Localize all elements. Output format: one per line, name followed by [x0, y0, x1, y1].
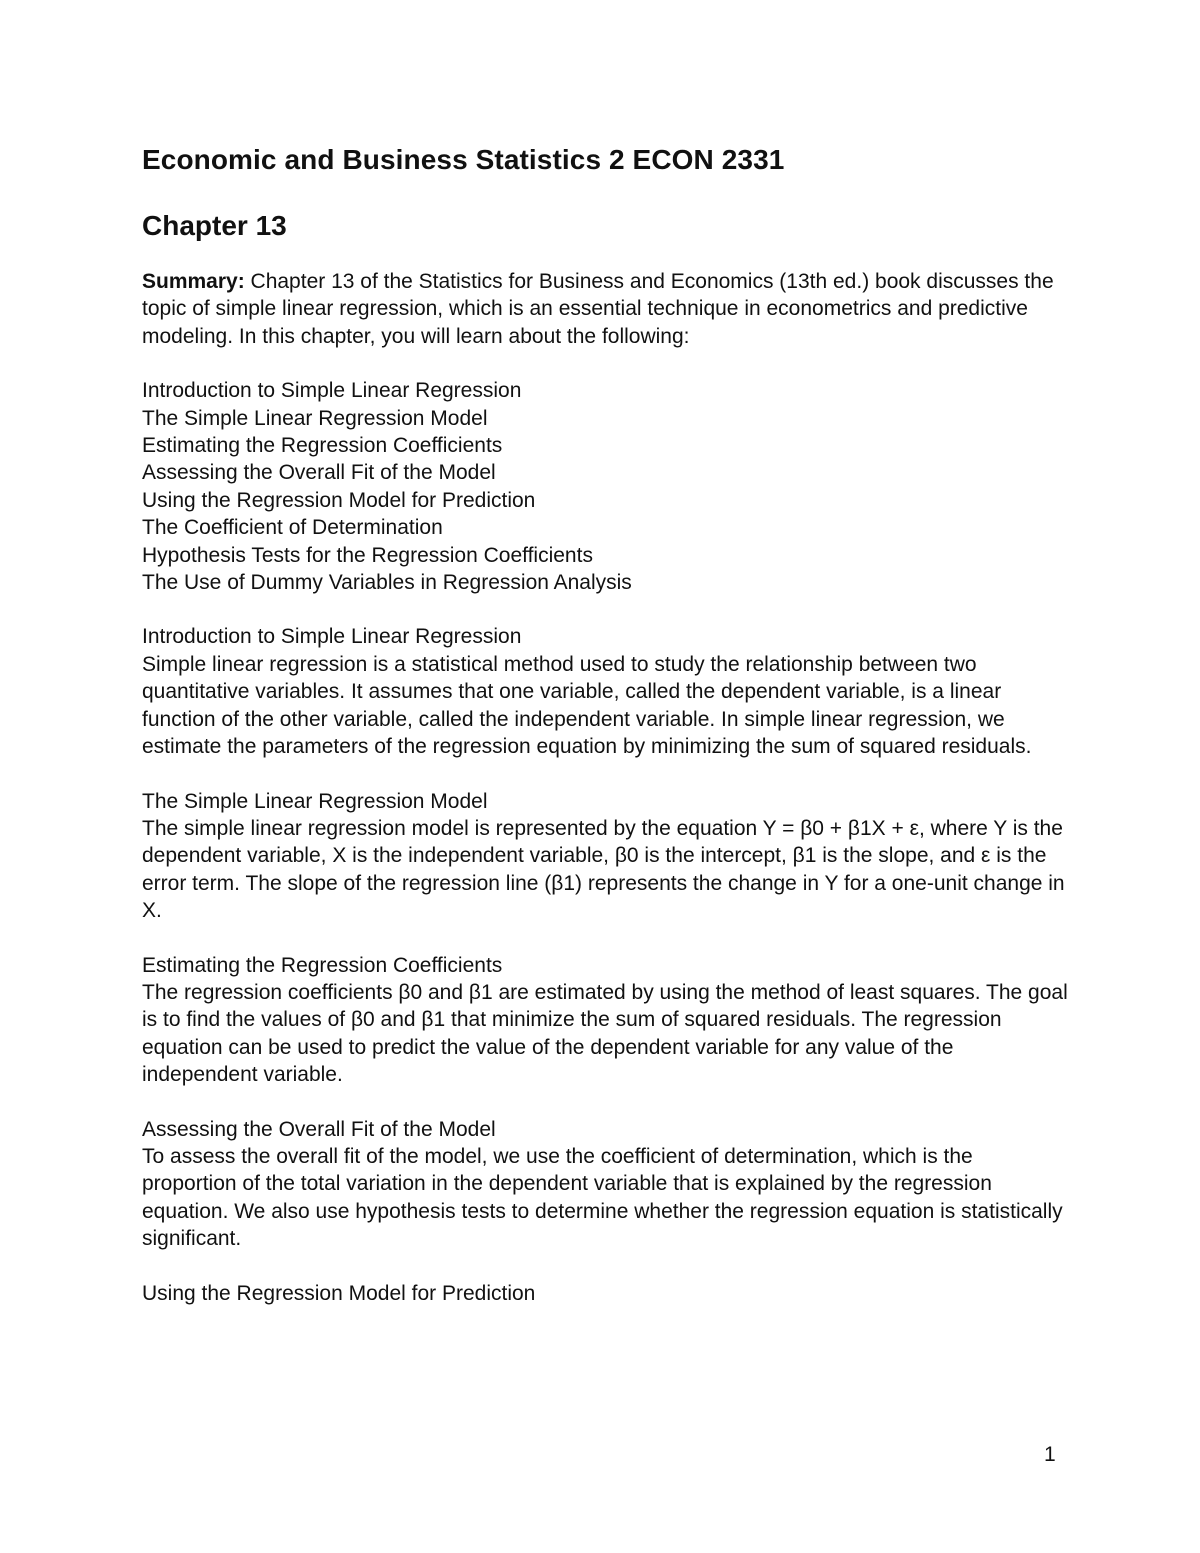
section-heading: Assessing the Overall Fit of the Model: [142, 1117, 496, 1141]
chapter-title: Chapter 13: [142, 210, 287, 241]
section-heading: Using the Regression Model for Prediction: [142, 1281, 536, 1305]
section-body: The simple linear regression model is represented by the equation Y = β0 + β1X + ε, where Y is the dependent variable, X is the independent variable, β0 is the intercept, β1 is the slope, and ε is the error term. The slope of the regression line (β1) represents the change in Y for a one-unit change in X.: [142, 816, 1065, 923]
summary-text: Chapter 13 of the Statistics for Business and Economics (13th ed.) book discusses the topic of simple linear regression, which is an essential technique in econometrics and predictive modeling. In this chapter, you will learn about the following:: [142, 270, 1054, 348]
document-page: [142, 140, 1072, 1307]
section-prediction: [142, 1280, 1072, 1307]
section-body: Simple linear regression is a statistical method used to study the relationship between two quantitative variables. It assumes that one variable, called the dependent variable, is a linear function of the other variable, called the independent variable. In simple linear regression, we estimate the parameters of the regression equation by minimizing the sum of squared residuals.: [142, 652, 1032, 759]
section-estimating: [142, 952, 1072, 1089]
section-model: [142, 788, 1072, 925]
topic-list-item: Introduction to Simple Linear Regression: [142, 379, 522, 403]
topic-list: [142, 377, 1072, 596]
topic-list-item: The Use of Dummy Variables in Regression Analysis: [142, 571, 632, 595]
topic-list-item: The Coefficient of Determination: [142, 516, 443, 540]
topic-list-item: Hypothesis Tests for the Regression Coefficients: [142, 543, 593, 567]
topic-list-item: Using the Regression Model for Prediction: [142, 488, 536, 512]
section-heading: Introduction to Simple Linear Regression: [142, 625, 522, 649]
topic-list-item: The Simple Linear Regression Model: [142, 406, 488, 430]
section-body: To assess the overall fit of the model, we use the coefficient of determination, which is the proportion of the total variation in the dependent variable that is explained by the regression equation. We also use hypothesis tests to determine whether the regression equation is statistically significant.: [142, 1144, 1063, 1251]
section-introduction: [142, 623, 1072, 760]
section-heading: Estimating the Regression Coefficients: [142, 953, 503, 977]
section-fit: [142, 1116, 1072, 1253]
document-title: Economic and Business Statistics 2 ECON 2331: [142, 144, 785, 175]
topic-list-item: Assessing the Overall Fit of the Model: [142, 461, 496, 485]
page-number: 1: [1044, 1443, 1056, 1466]
section-body: The regression coefficients β0 and β1 are estimated by using the method of least squares. The goal is to find the values of β0 and β1 that minimize the sum of squared residuals. The regression equation can be used to predict the value of the dependent variable for any value of the independent variable.: [142, 980, 1068, 1087]
topic-list-item: Estimating the Regression Coefficients: [142, 434, 503, 458]
section-heading: The Simple Linear Regression Model: [142, 789, 488, 813]
summary-paragraph: [142, 268, 1072, 350]
summary-label: Summary:: [142, 270, 245, 293]
